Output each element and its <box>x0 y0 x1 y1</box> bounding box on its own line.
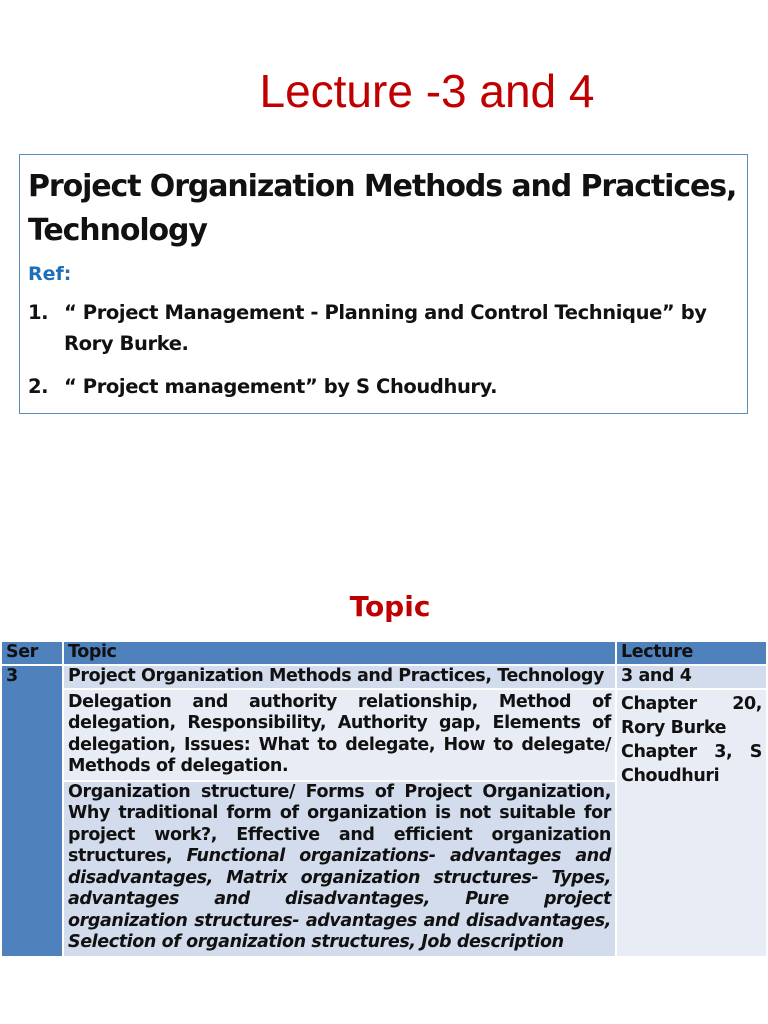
topic-table <box>0 640 768 958</box>
table-row <box>1 689 767 781</box>
table-header-row <box>1 641 767 665</box>
lecture-ref-line: Choudhuri <box>621 765 720 786</box>
table-row <box>1 665 767 689</box>
header-lecture: Lecture <box>616 641 767 665</box>
reference-text: “ Project management” by S Choudhury. <box>64 375 498 398</box>
topic-cell <box>63 781 616 957</box>
lecture-ref-line: Chapter 3, S <box>621 741 762 762</box>
lecture-ref-line: Chapter 20, <box>621 693 762 714</box>
reference-list <box>28 297 739 402</box>
ref-label: Ref: <box>28 263 72 285</box>
reference-item <box>28 297 739 359</box>
ser-cell: 3 <box>1 665 63 957</box>
topic-heading: Topic <box>349 590 431 623</box>
box-heading: Project Organization Methods and Practices, Technology <box>28 169 737 248</box>
reference-item <box>28 371 739 402</box>
reference-box <box>19 154 748 414</box>
lecture-cell: 3 and 4 <box>616 665 767 689</box>
lecture-ref-line: Rory Burke <box>621 717 727 738</box>
lecture-title: Lecture -3 and 4 <box>259 65 595 117</box>
reference-text: “ Project Management - Planning and Control Technique” by Rory Burke. <box>64 301 707 355</box>
reference-number: 1. <box>28 301 49 324</box>
header-topic: Topic <box>63 641 616 665</box>
topic-cell: Project Organization Methods and Practices, Technology <box>63 665 616 689</box>
lecture-ref-cell <box>616 689 767 957</box>
header-ser: Ser <box>1 641 63 665</box>
topic-text-italic: Functional organizations- advantages and disadvantages, Matrix organization structures- Types, advantages and disadvantages, Pure project organization structures- advantages and disadvantages, Selection of organization structures, Job description <box>68 846 611 952</box>
reference-number: 2. <box>28 375 49 398</box>
topic-text-plain: Organization structure/ Forms of Project Organization, Why traditional form of organization is not suitable for project work?, Effective and efficient organization structures, <box>68 781 611 866</box>
topic-cell: Delegation and authority relationship, Method of delegation, Responsibility, Authority gap, Elements of delegation, Issues: What to delegate, How to delegate/ Methods of delegation. <box>63 689 616 781</box>
